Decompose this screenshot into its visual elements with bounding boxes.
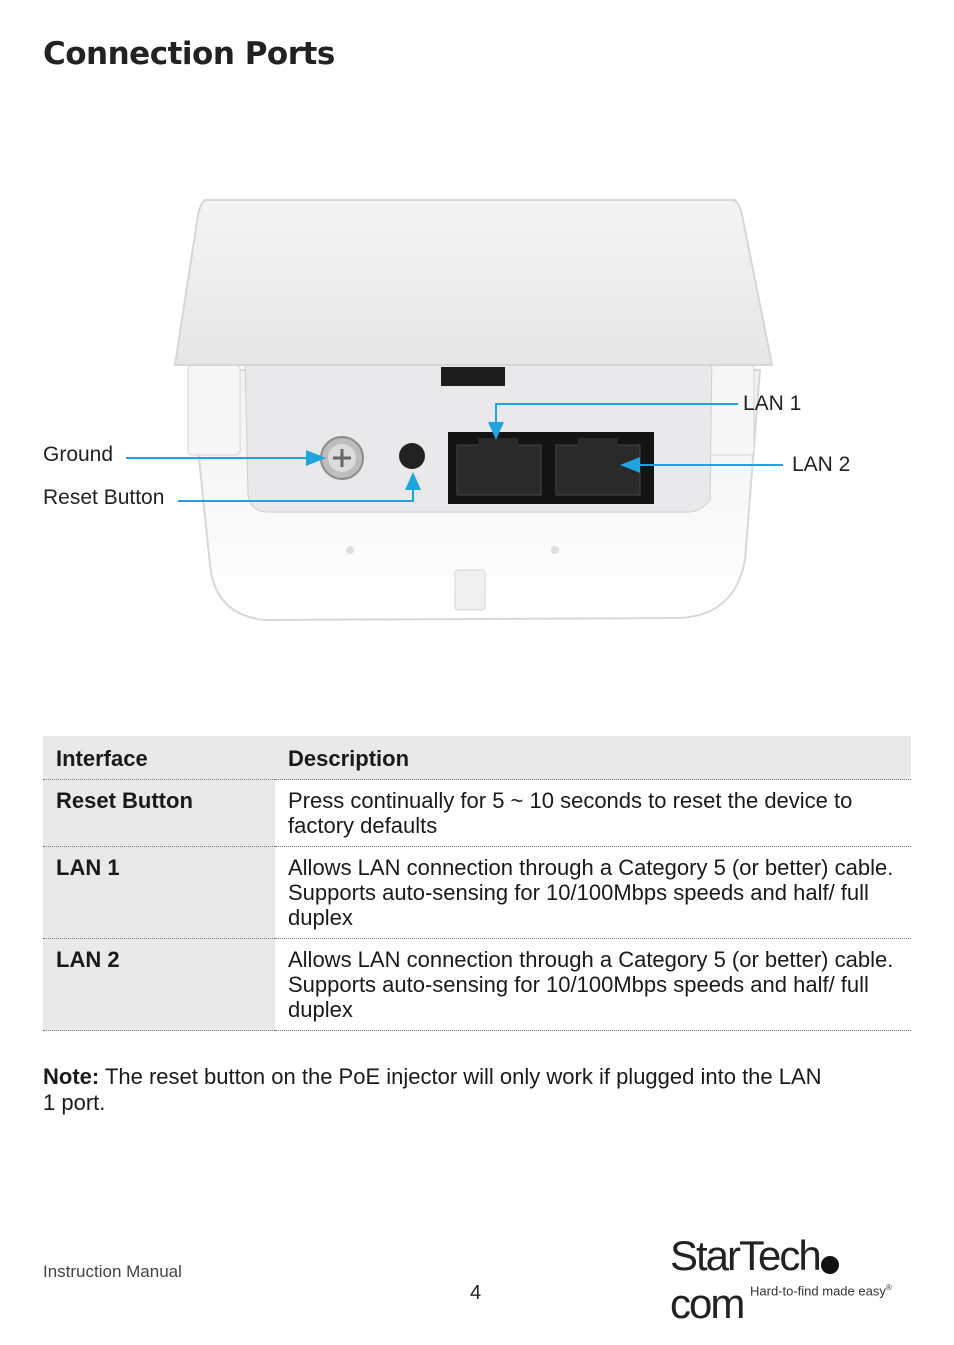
ports-table <box>43 736 911 1031</box>
callout-ground-label: Ground <box>43 443 114 466</box>
row-interface: LAN 1 <box>43 847 275 939</box>
logo-text-b: com <box>670 1280 744 1327</box>
callout-lan2-label: LAN 2 <box>792 453 851 476</box>
device-figure <box>0 180 954 640</box>
note-paragraph <box>43 1064 823 1116</box>
row-description: Press continually for 5 ~ 10 seconds to reset the device to factory defaults <box>275 780 911 847</box>
table-row <box>43 939 911 1031</box>
row-interface: LAN 2 <box>43 939 275 1031</box>
startech-logo <box>670 1232 910 1327</box>
page-title: Connection Ports <box>43 36 335 72</box>
table-header-row <box>43 736 911 780</box>
table-row <box>43 780 911 847</box>
page-number: 4 <box>470 1282 482 1304</box>
note-label: Note: <box>43 1064 100 1089</box>
callout-reset-label: Reset Button <box>43 486 165 509</box>
logo-tagline: Hard-to-find made easy® <box>750 1283 892 1299</box>
footer-manual-label: Instruction Manual <box>43 1262 182 1281</box>
callout-lan1-label: LAN 1 <box>743 392 802 415</box>
row-interface: Reset Button <box>43 780 275 847</box>
row-description: Allows LAN connection through a Category 5 (or better) cable. Supports auto-sensing for 10/100Mbps speeds and half/ full duplex <box>275 847 911 939</box>
device-illustration <box>0 180 954 640</box>
logo-registered-mark: ® <box>885 1283 892 1292</box>
logo-text-a: StarTech <box>670 1232 820 1279</box>
logo-wordmark <box>670 1232 910 1328</box>
header-interface: Interface <box>43 736 275 780</box>
table-row <box>43 847 911 939</box>
note-text: The reset button on the PoE injector will only work if plugged into the LAN 1 port. <box>43 1064 822 1115</box>
logo-dot-icon <box>821 1256 839 1274</box>
header-description: Description <box>275 736 911 780</box>
row-description: Allows LAN connection through a Category 5 (or better) cable. Supports auto-sensing for 10/100Mbps speeds and half/ full duplex <box>275 939 911 1031</box>
